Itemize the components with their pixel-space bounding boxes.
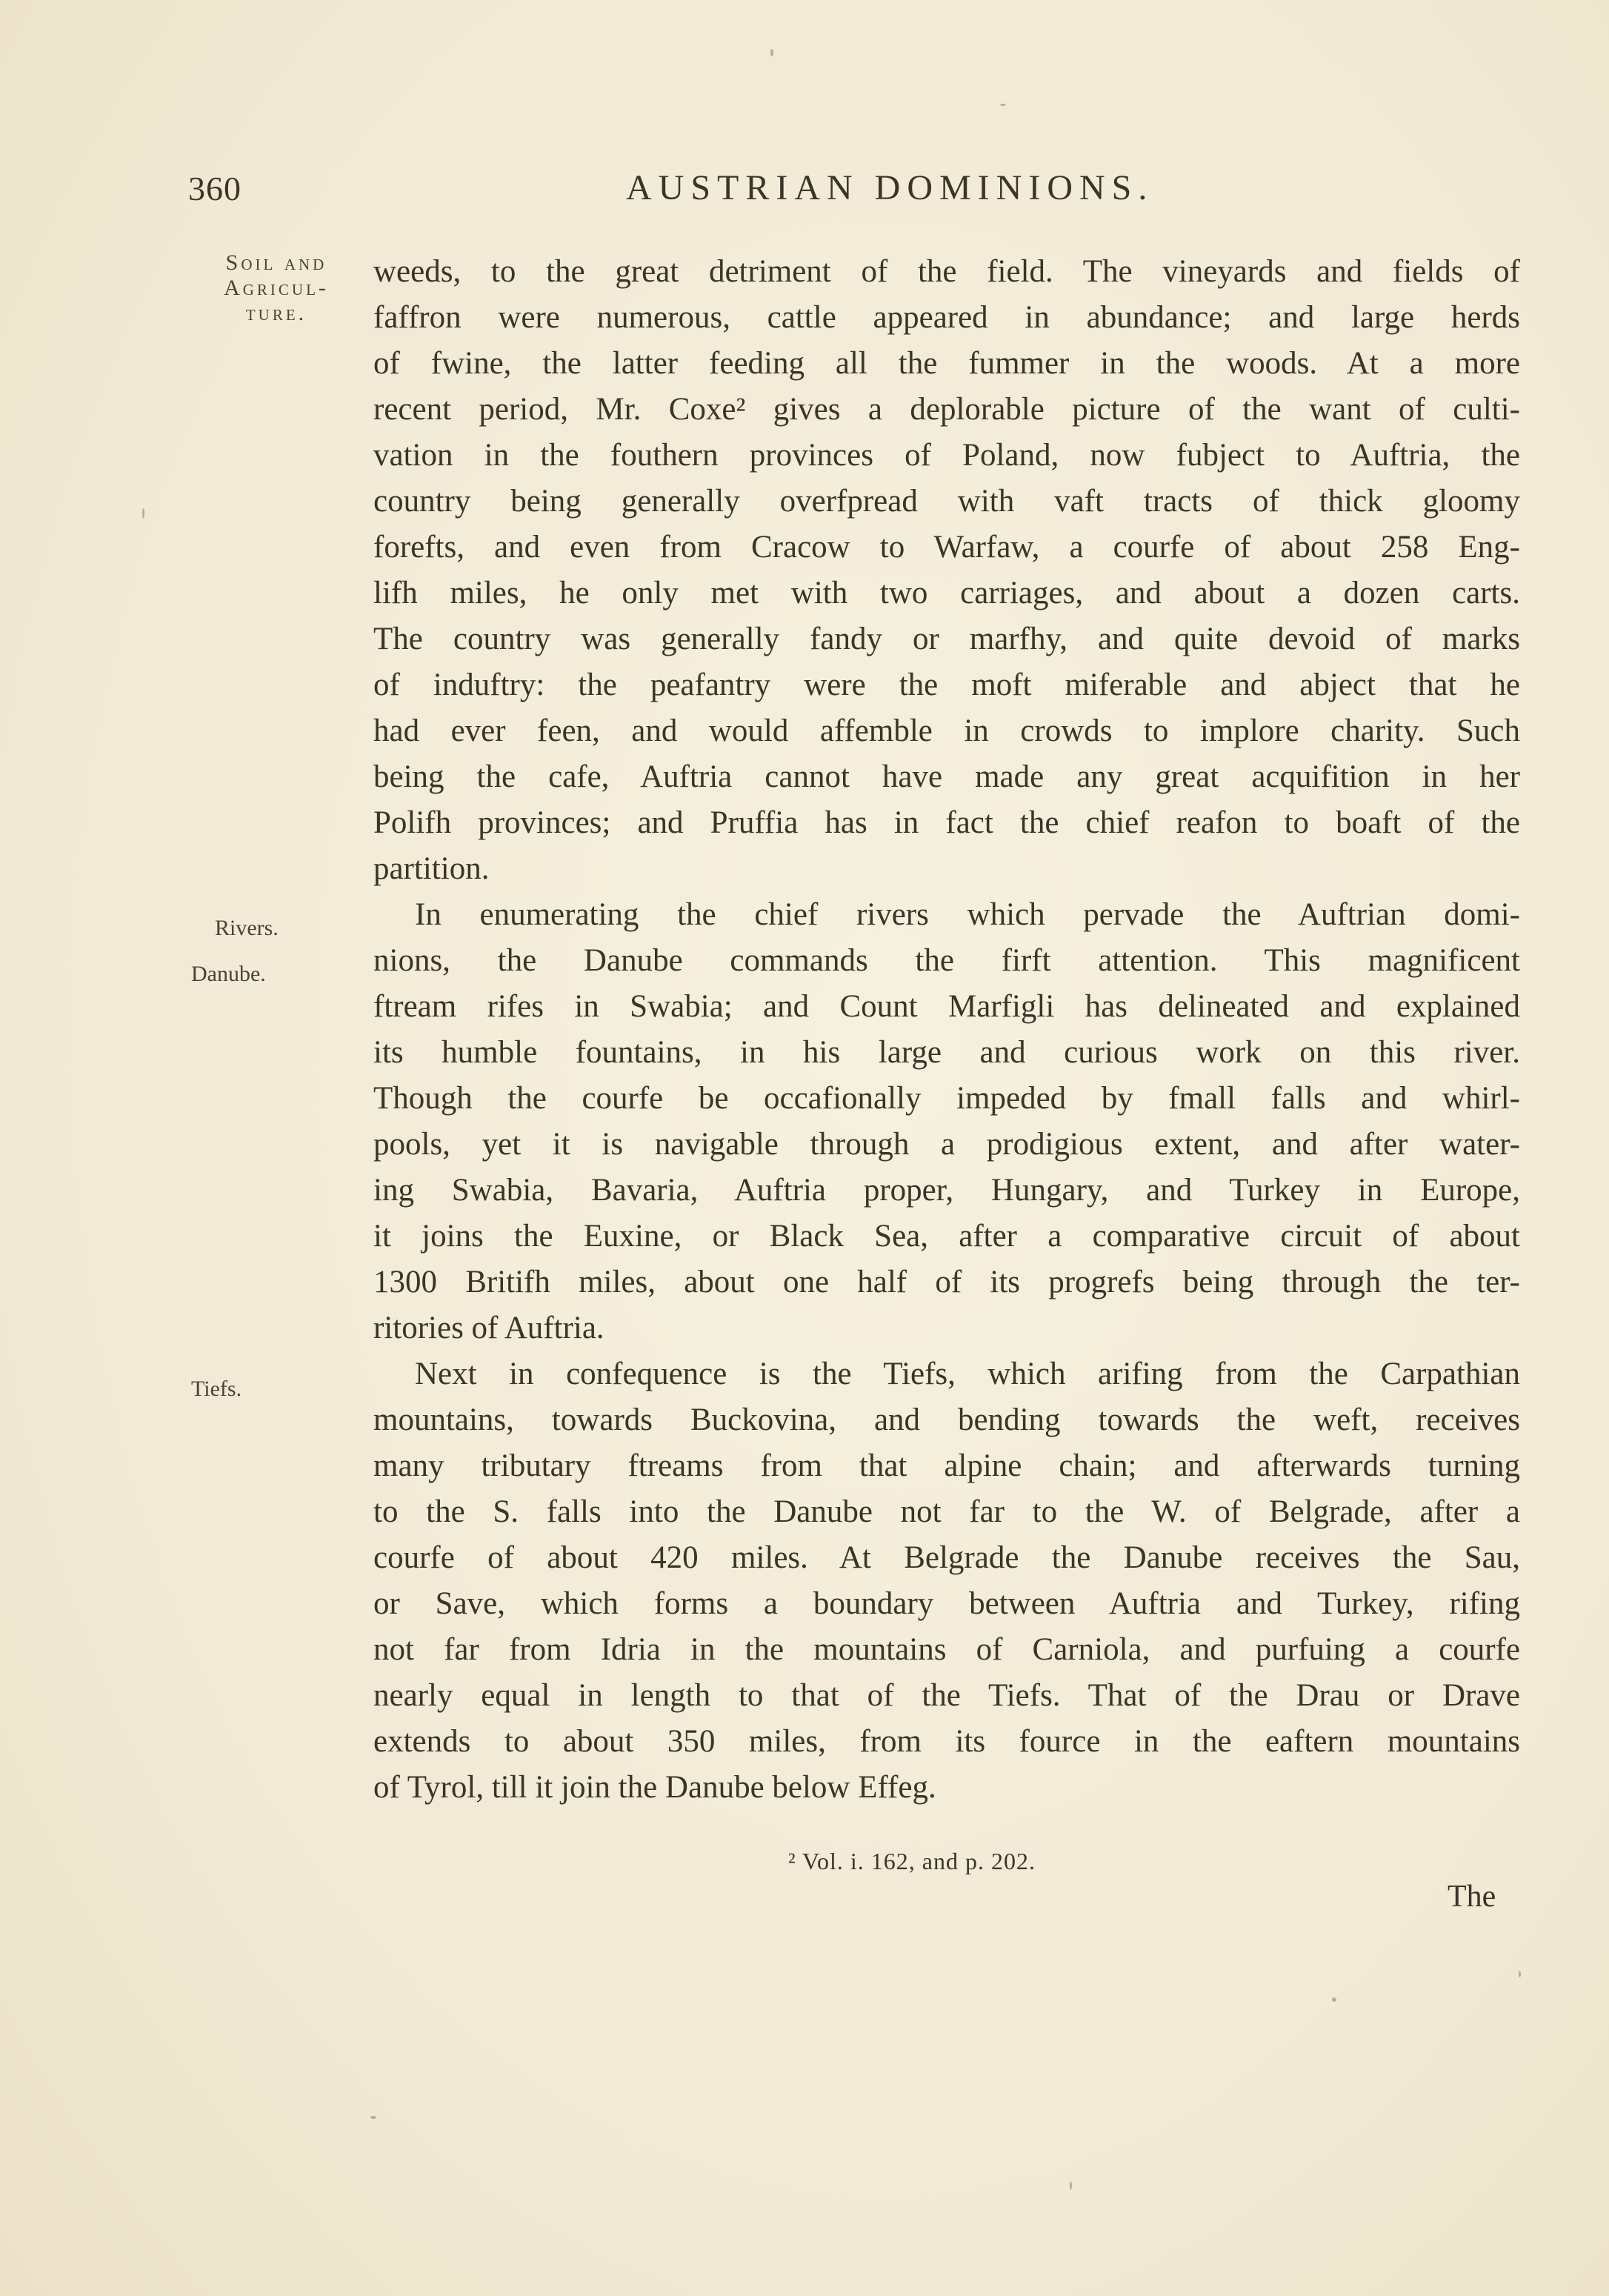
text-line: to the S. falls into the Danube not far to the W. of Belgrade, after a xyxy=(373,1494,1520,1529)
paper-speck xyxy=(370,2116,376,2119)
margin-note-line: ture. xyxy=(245,301,307,325)
text-line: mountains, towards Buckovina, and bending towards the weft, receives xyxy=(373,1402,1520,1437)
margin-note-danube: Danube. xyxy=(191,962,266,986)
text-line: many tributary ftreams from that alpine chain; and afterwards turning xyxy=(373,1448,1520,1483)
text-line: pools, yet it is navigable through a prodigious extent, and after water- xyxy=(373,1127,1520,1162)
text-line: faffron were numerous, cattle appeared in abundance; and large herds xyxy=(373,300,1520,335)
text-line: not far from Idria in the mountains of Carniola, and purfuing a courfe xyxy=(373,1632,1520,1667)
text-line: nions, the Danube commands the firft attention. This magnificent xyxy=(373,943,1520,978)
margin-note-tiefs: Tiefs. xyxy=(191,1377,242,1401)
text-line: had ever feen, and would affemble in crowds to implore charity. Such xyxy=(373,713,1520,748)
text-line: recent period, Mr. Coxe² gives a deplorable picture of the want of culti- xyxy=(373,392,1520,427)
paper-speck xyxy=(1519,1971,1521,1977)
text-line: Polifh provinces; and Pruffia has in fact the chief reafon to boaft of the xyxy=(373,805,1520,840)
text-line: extends to about 350 miles, from its fource in the eaftern mountains xyxy=(373,1724,1520,1759)
text-line: ritories of Auftria. xyxy=(373,1311,604,1345)
text-line: its humble fountains, in his large and curious work on this river. xyxy=(373,1035,1520,1070)
text-line: weeds, to the great detriment of the field. The vineyards and fields of xyxy=(373,254,1520,289)
text-line: The country was generally fandy or marfhy, and quite devoid of marks xyxy=(373,622,1520,656)
text-line: of fwine, the latter feeding all the fummer in the woods. At a more xyxy=(373,346,1520,381)
text-line: ing Swabia, Bavaria, Auftria proper, Hungary, and Turkey in Europe, xyxy=(373,1173,1520,1208)
text-line: being the cafe, Auftria cannot have made any great acquifition in her xyxy=(373,759,1520,794)
text-line: nearly equal in length to that of the Tiefs. That of the Drau or Drave xyxy=(373,1678,1520,1713)
text-line: or Save, which forms a boundary between Auftria and Turkey, rifing xyxy=(373,1586,1520,1621)
margin-note-line: Agricul- xyxy=(224,276,329,300)
paper-speck xyxy=(142,508,144,519)
paragraph-start-line: In enumerating the chief rivers which pervade the Auftrian domi- xyxy=(415,897,1520,932)
text-line: courfe of about 420 miles. At Belgrade the Danube receives the Sau, xyxy=(373,1540,1520,1575)
text-line: of induftry: the peafantry were the moft miferable and abject that he xyxy=(373,668,1520,702)
text-line: partition. xyxy=(373,851,490,886)
text-line: of Tyrol, till it join the Danube below Effeg. xyxy=(373,1770,936,1805)
text-line: vation in the fouthern provinces of Poland, now fubject to Auftria, the xyxy=(373,438,1520,473)
page-number: 360 xyxy=(188,170,241,207)
paper-speck xyxy=(1332,1997,1336,2002)
text-line: it joins the Euxine, or Black Sea, after a comparative circuit of about xyxy=(373,1219,1520,1254)
text-line: forefts, and even from Cracow to Warfaw, a courfe of about 258 Eng- xyxy=(373,530,1520,565)
margin-note-rivers: Rivers. xyxy=(215,916,279,940)
paper-speck xyxy=(770,49,773,56)
text-line: country being generally overfpread with vaft tracts of thick gloomy xyxy=(373,484,1520,519)
text-line: ftream rifes in Swabia; and Count Marfigli has delineated and explained xyxy=(373,989,1520,1024)
paper-speck xyxy=(1070,2181,1072,2190)
text-line: Though the courfe be occafionally impeded by fmall falls and whirl- xyxy=(373,1081,1520,1116)
text-line: 1300 Britifh miles, about one half of its progrefs being through the ter- xyxy=(373,1265,1520,1300)
margin-note-line: Soil and xyxy=(225,250,327,275)
running-title: AUSTRIAN DOMINIONS. xyxy=(626,168,1154,207)
body-text xyxy=(373,249,1520,1811)
catchword: The xyxy=(1448,1880,1496,1914)
footnote: ² Vol. i. 162, and p. 202. xyxy=(788,1848,1036,1874)
paragraph-start-line: Next in confequence is the Tiefs, which arifing from the Carpathian xyxy=(415,1357,1520,1391)
text-line: lifh miles, he only met with two carriages, and about a dozen carts. xyxy=(373,576,1520,610)
margin-note-soil-and-agriculture xyxy=(191,250,362,326)
paper-speck xyxy=(1000,104,1006,106)
